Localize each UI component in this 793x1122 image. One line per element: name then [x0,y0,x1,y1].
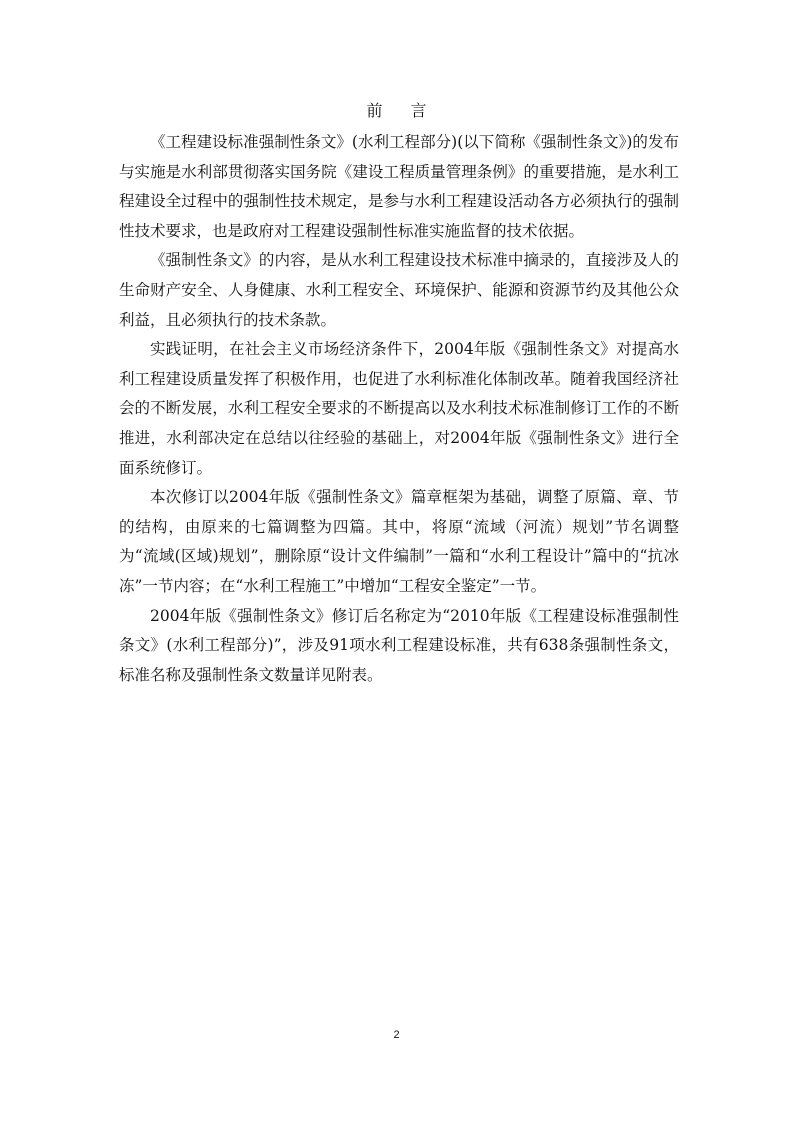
paragraph-naming: 2004年版《强制性条文》修订后名称定为“2010年版《工程建设标准强制性条文》(水利工程部分)”，涉及91项水利工程建设标准，共有638条强制性条文，标准名称及强制性条文数量详见附表。 [119,606,679,684]
paragraph-practice: 实践证明，在社会主义市场经济条件下，2004年版《强制性条文》对提高水利工程建设质量发挥了积极作用，也促进了水利标准化体制改革。随着我国经济社会的不断发展，水利工程安全要求的不断提高以及水利技术标准制修订工作的不断推进，水利部决定在总结以往经验的基础上，对2004年版《强制性条文》进行全面系统修订。 [119,340,679,477]
paragraph-intro: 《工程建设标准强制性条文》(水利工程部分)(以下简称《强制性条文》)的发布与实施是水利部贯彻落实国务院《建设工程质量管理条例》的重要措施，是水利工程建设全过程中的强制性技术规定，是参与水利工程建设活动各方必须执行的强制性技术要求，也是政府对工程建设强制性标准实施监督的技术依据。 [119,133,679,240]
page-number: 2 [393,1029,400,1041]
document-title: 前言 [366,101,455,120]
document-body [119,128,679,690]
paragraph-content: 《强制性条文》的内容，是从水利工程建设技术标准中摘录的，直接涉及人的生命财产安全、人身健康、水利工程安全、环境保护、能源和资源节约及其他公众利益，且必须执行的技术条款。 [119,251,679,329]
paragraph-revision: 本次修订以2004年版《强制性条文》篇章框架为基础，调整了原篇、章、节的结构，由原来的七篇调整为四篇。其中，将原“流域（河流）规划”节名调整为“流域(区域)规划”，删除原“设计文件编制”一篇和“水利工程设计”篇中的“抗冰冻”一节内容；在“水利工程施工”中增加“工程安全鉴定”一节。 [119,488,679,595]
